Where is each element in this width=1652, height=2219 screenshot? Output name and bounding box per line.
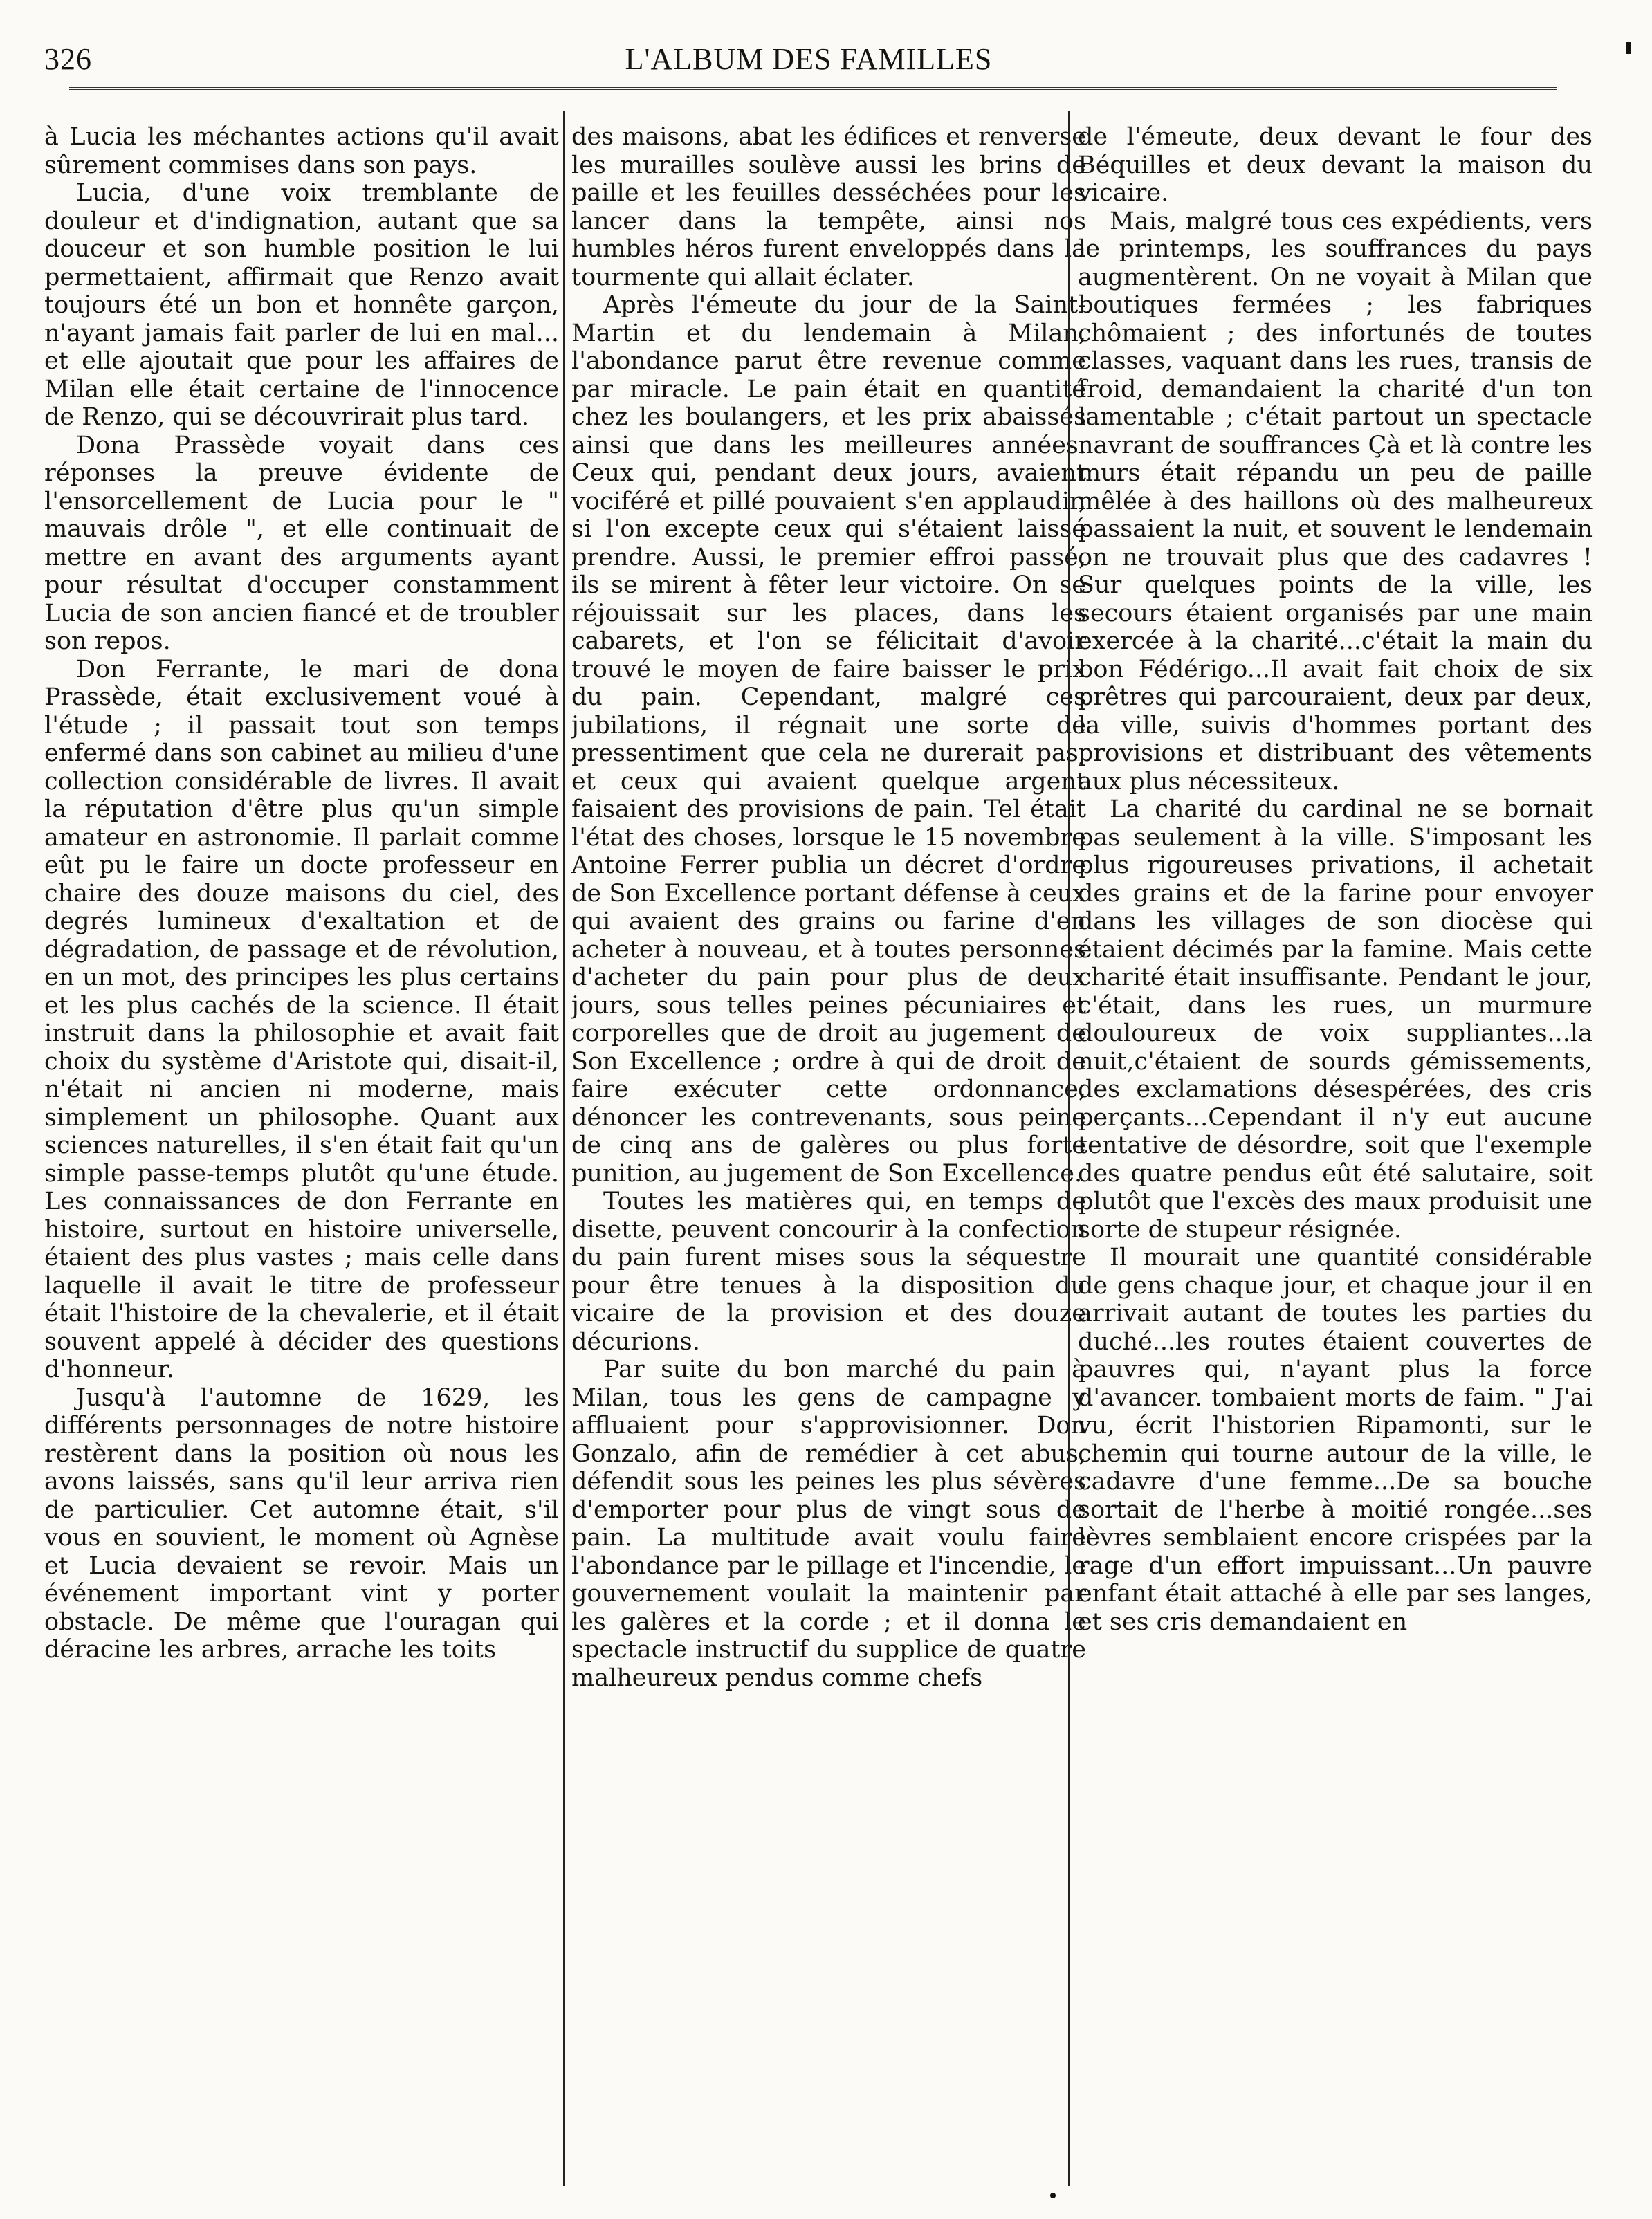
paragraph: Après l'émeute du jour de la Saint-Martin et du lendemain à Milan, l'abondance parut être revenue comme par miracle. Le pain était en quantité chez les boulangers, et les prix abaissés ainsi que dans les meilleures années. Ceux qui, pendant deux jours, avaient vociféré et pillé pouvaient s'en applaudir, si l'on excepte ceux qui s'étaient laissé prendre. Aussi, le premier effroi passé, ils se mirent à fêter leur victoire. On se réjouissait sur les places, dans les cabarets, et l'on se félicitait d'avoir trouvé le moyen de faire baisser le prix du pain. Cependant, malgré ces jubilations, il régnait une sorte de pressentiment que cela ne durerait pas, et ceux qui avaient quelque argent faisaient des provisions de pain. Tel était l'état des choses, lorsque le 15 novembre Antoine Ferrer publia un décret d'ordre de Son Excellence portant défense à ceux qui avaient des grains ou farine d'en acheter à nouveau, et à toutes personnes d'acheter du pain pour plus de deux jours, sous telles peines pécuniaires et corporelles que de droit au jugement de Son Excellence ; ordre à qui de droit de faire exécuter cette ordonnance, dénoncer les contrevenants, sous peine de cinq ans de galères ou plus forte punition, au jugement de Son Excellence. — [571, 291, 1086, 1188]
paragraph: des maisons, abat les édifices et renverse les murailles soulève aussi les brins de paille et les feuilles desséchées pour les lancer dans la tempête, ainsi nos humbles héros furent enveloppés dans la tourmente qui allait éclater. — [571, 123, 1086, 291]
paragraph: La charité du cardinal ne se bornait pas seulement à la ville. S'imposant les plus rigoureuses privations, il achetait des grains et de la farine pour envoyer dans les villages de son diocèse qui étaient décimés par la famine. Mais cette charité était insuffisante. Pendant le jour, c'était, dans les rues, un murmure douloureux de voix suppliantes...la nuit,c'étaient de sourds gémissements, des exclamations désespérées, des cris perçants...Cependant il n'y eut aucune tentative de désordre, soit que l'exemple des quatre pendus eût été salutaire, soit plutôt que l'excès des maux produisit une sorte de stupeur résignée. — [1078, 795, 1593, 1244]
text-column-3 — [1078, 123, 1593, 2184]
edge-mark — [1626, 42, 1631, 54]
paragraph: Jusqu'à l'automne de 1629, les différents personnages de notre histoire restèrent dans la position où nous les avons laissés, sans qu'il leur arriva rien de particulier. Cet automne était, s'il vous en souvient, le moment où Agnèse et Lucia devaient se revoir. Mais un événement important vint y porter obstacle. De même que l'ouragan qui déracine les arbres, arrache les toits — [44, 1383, 559, 1664]
paragraph: Il mourait une quantité considérable de gens chaque jour, et chaque jour il en arrivait autant de toutes les parties du duché...les routes étaient couvertes de pauvres qui, n'ayant plus la force d'avancer. tombaient morts de faim. " J'ai vu, écrit l'historien Ripamonti, sur le chemin qui tourne autour de la ville, le cadavre d'une femme...De sa bouche sortait de l'herbe à moitié rongée...ses lèvres semblaient encore crispées par la rage d'un effort impuissant...Un pauvre enfant était attaché à elle par ses langes, et ses cris demandaient en — [1078, 1244, 1593, 1636]
paragraph: Lucia, d'une voix tremblante de douleur et d'indignation, autant que sa douceur et son humble position le lui permettaient, affirmait que Renzo avait toujours été un bon et honnête garçon, n'ayant jamais fait parler de lui en mal... et elle ajoutait que pour les affaires de Milan elle était certaine de l'innocence de Renzo, qui se découvrirait plus tard. — [44, 179, 559, 431]
bottom-dot — [1050, 2193, 1056, 2198]
paragraph: de l'émeute, deux devant le four des Béquilles et deux devant la maison du vicaire. — [1078, 123, 1593, 207]
page-header — [44, 37, 1573, 79]
paragraph: Par suite du bon marché du pain à Milan, tous les gens de campagne y affluaient pour s'approvisionner. Don Gonzalo, afin de remédier à cet abus, défendit sous les peines les plus sévères d'emporter pour plus de vingt sous de pain. La multitude avait voulu faire l'abondance par le pillage et l'incendie, le gouvernement voulait la maintenir par les galères et la corde ; et il donna le spectacle instructif du supplice de quatre malheureux pendus comme chefs — [571, 1356, 1086, 1692]
running-title: L'ALBUM DES FAMILLES — [625, 42, 993, 76]
header-rule — [69, 87, 1557, 90]
paragraph: Dona Prassède voyait dans ces réponses la preuve évidente de l'ensorcellement de Lucia pour le " mauvais drôle ", et elle continuait de mettre en avant des arguments ayant pour résultat d'occuper constamment Lucia de son ancien fiancé et de troubler son repos. — [44, 431, 559, 655]
column-divider — [563, 111, 565, 2186]
paragraph: Don Ferrante, le mari de dona Prassède, était exclusivement voué à l'étude ; il passait tout son temps enfermé dans son cabinet au milieu d'une collection considérable de livres. Il avait la réputation d'être plus qu'un simple amateur en astronomie. Il parlait comme eût pu le faire un docte professeur en chaire des douze maisons du ciel, des degrés lumineux d'exaltation et de dégradation, de passage et de révolution, en un mot, des principes les plus certains et les plus cachés de la science. Il était instruit dans la philosophie et avait fait choix du système d'Aristote qui, disait-il, n'était ni ancien ni moderne, mais simplement un philosophe. Quant aux sciences naturelles, il s'en était fait qu'un simple passe-temps plutôt qu'une étude. Les connaissances de don Ferrante en histoire, surtout en histoire universelle, étaient des plus vastes ; mais celle dans laquelle il avait le titre de professeur était l'histoire de la chevalerie, et il était souvent appelé à décider des questions d'honneur. — [44, 655, 559, 1383]
text-column-1 — [44, 123, 559, 2184]
paragraph: Mais, malgré tous ces expédients, vers le printemps, les souffrances du pays augmentèrent. On ne voyait à Milan que boutiques fermées ; les fabriques chômaient ; des infortunés de toutes classes, vaquant dans les rues, transis de froid, demandaient la charité d'un ton lamentable ; c'était partout un spectacle navrant de souffrances Çà et là contre les murs était répandu un peu de paille mêlée à des haillons où des malheureux passaient la nuit, et souvent le lendemain on ne trouvait plus que des cadavres ! Sur quelques points de la ville, les secours étaient organisés par une main exercée à la charité...c'était la main du bon Fédérigo...Il avait fait choix de six prêtres qui parcouraient, deux par deux, la ville, suivis d'hommes portant des provisions et distribuant des vêtements aux plus nécessiteux. — [1078, 207, 1593, 795]
paragraph: à Lucia les méchantes actions qu'il avait sûrement commises dans son pays. — [44, 123, 559, 179]
column-divider — [1068, 111, 1070, 2186]
paragraph: Toutes les matières qui, en temps de disette, peuvent concourir à la confection du pain furent mises sous la séquestre pour être tenues à la disposition du vicaire de la provision et des douze décurions. — [571, 1188, 1086, 1356]
text-column-2 — [571, 123, 1086, 2184]
page-number: 326 — [44, 42, 92, 76]
